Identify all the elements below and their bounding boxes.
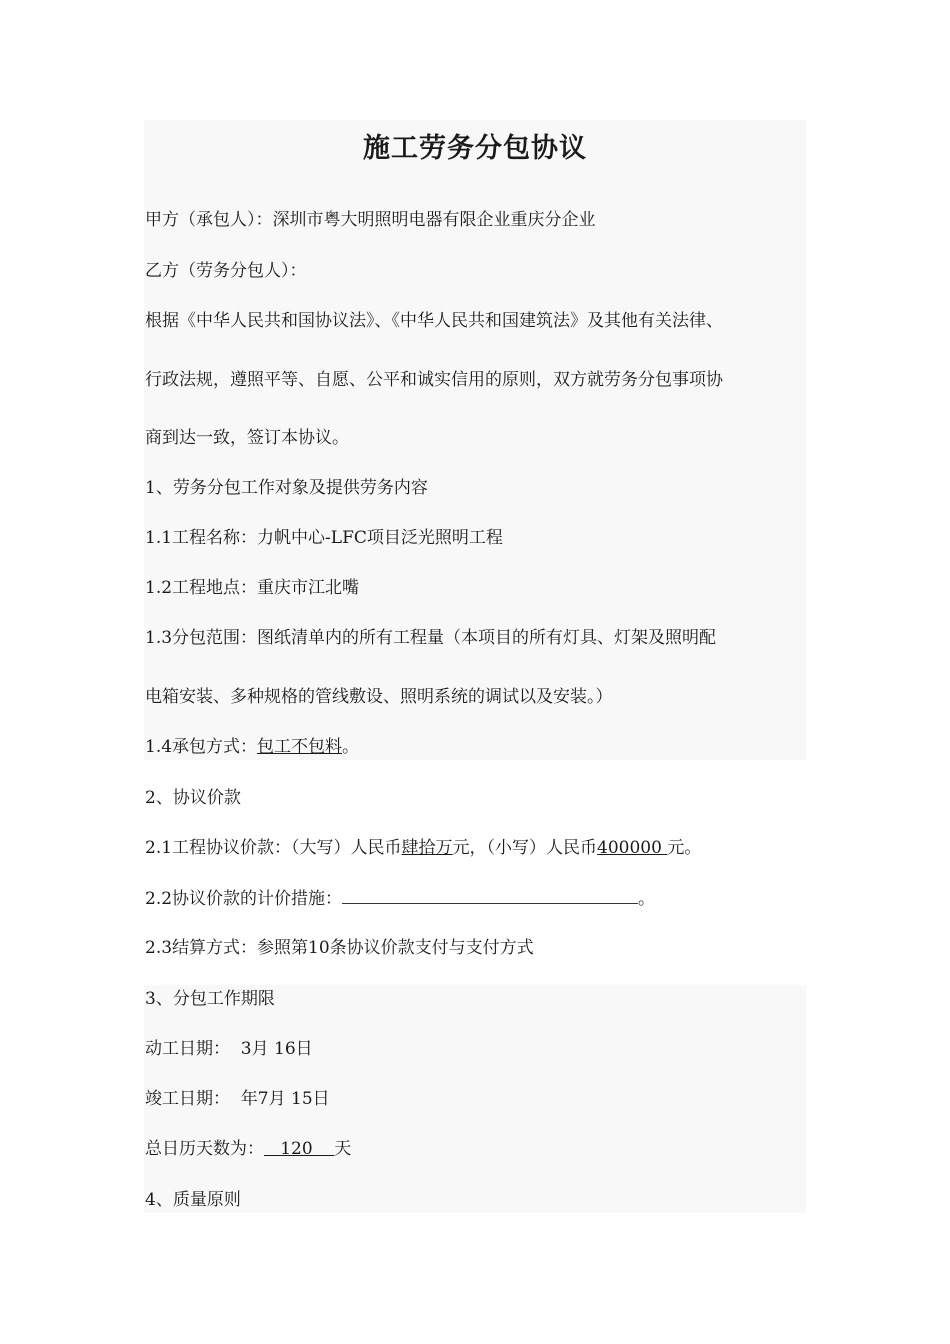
contract-mode-label: 1.4承包方式：: [145, 737, 258, 757]
price-mid-text: 元，（小写）人民币: [452, 838, 598, 858]
party-b: 乙方（劳务分包人）：: [145, 261, 307, 281]
preamble-line-3: 商到达一致，签订本协议。: [145, 428, 349, 448]
pricing-method-suffix: 。: [638, 889, 656, 909]
preamble-line-1: 根据《中华人民共和国协议法》、《中华人民共和国建筑法》及其他有关法律、: [145, 311, 723, 331]
total-days-value: 120: [264, 1139, 335, 1159]
scope-line-1: 1.3分包范围：图纸清单内的所有工程量（本项目的所有灯具、灯架及照明配: [145, 628, 717, 648]
preamble-line-2: 行政法规，遵照平等、自愿、公平和诚实信用的原则，双方就劳务分包事项协: [145, 370, 723, 390]
total-days: [145, 1138, 351, 1160]
total-days-label: 总日历天数为：: [145, 1139, 264, 1159]
scope-line-2: 电箱安装、多种规格的管线敷设、照明系统的调试以及安装。）: [145, 687, 613, 707]
start-date: 动工日期： 3月 16日: [145, 1039, 313, 1059]
price-label: 2.1工程协议价款：（大写）人民币: [145, 838, 402, 858]
party-a: 甲方（承包人）：深圳市粤大明照明电器有限企业重庆分企业: [145, 210, 596, 230]
project-location: 1.2工程地点：重庆市江北嘴: [145, 578, 360, 598]
price-lower-value: 400000: [597, 838, 668, 858]
settlement-method: 2.3结算方式：参照第10条协议价款支付与支付方式: [145, 938, 534, 958]
price-upper-value: 肆拾万: [401, 838, 453, 858]
pricing-method: [145, 887, 655, 910]
contract-mode: [145, 736, 359, 758]
contract-price: [145, 837, 701, 859]
section-1-heading: 1、劳务分包工作对象及提供劳务内容: [145, 478, 428, 498]
price-suffix: 元。: [667, 838, 702, 858]
page-title: 施工劳务分包协议: [363, 133, 587, 164]
pricing-method-blank: [342, 887, 638, 904]
total-days-unit: 天: [334, 1139, 352, 1159]
contract-mode-value: 包工不包料: [257, 737, 343, 757]
project-name: 1.1工程名称：力帆中心-LFC项目泛光照明工程: [145, 528, 503, 548]
end-date: 竣工日期： 年7月 15日: [145, 1089, 330, 1109]
section-2-heading: 2、协议价款: [145, 788, 241, 808]
section-4-heading: 4、质量原则: [145, 1190, 241, 1210]
section-3-heading: 3、分包工作期限: [145, 989, 275, 1009]
pricing-method-label: 2.2协议价款的计价措施：: [145, 889, 343, 909]
contract-mode-suffix: 。: [342, 737, 360, 757]
